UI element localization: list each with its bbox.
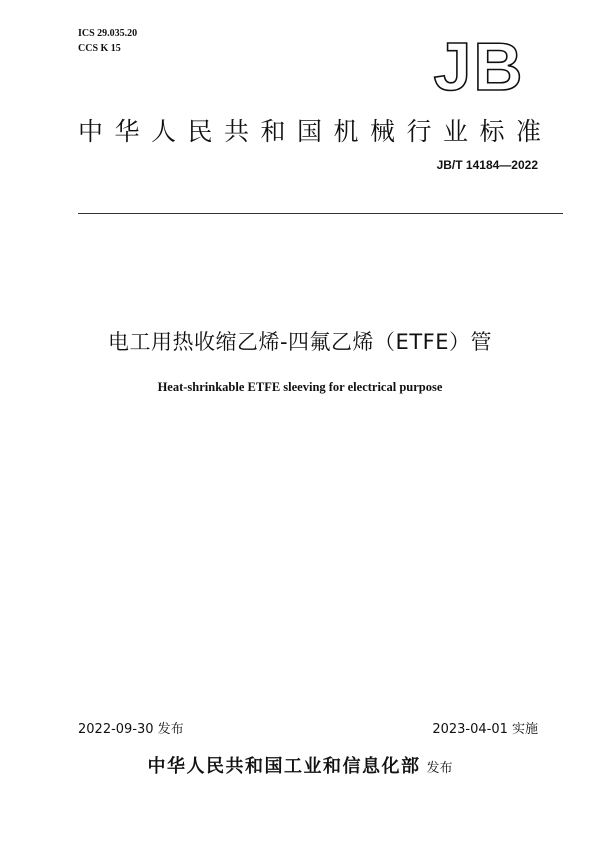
ccs-code: CCS K 15 bbox=[78, 43, 121, 54]
issue-date: 2022-09-30 发布 bbox=[78, 722, 184, 737]
ics-code: ICS 29.035.20 bbox=[78, 28, 138, 39]
jb-logo bbox=[424, 34, 534, 94]
jb-logo-text: JB bbox=[433, 34, 525, 94]
publisher-name: 中华人民共和国工业和信息化部 bbox=[147, 756, 421, 777]
title-english: Heat-shrinkable ETFE sleeving for electrical purpose bbox=[157, 380, 443, 394]
title-chinese: 电工用热收缩乙烯-四氟乙烯（ETFE）管 bbox=[107, 330, 493, 354]
publisher-suffix: 发布 bbox=[426, 761, 453, 776]
implementation-date: 2023-04-01 实施 bbox=[432, 722, 538, 737]
standard-type: 中华人民共和国机械行业标准 bbox=[78, 117, 553, 146]
classification-codes bbox=[78, 26, 137, 56]
standard-number: JB/T 14184—2022 bbox=[436, 158, 538, 172]
publisher bbox=[0, 752, 600, 778]
header-divider bbox=[78, 213, 563, 214]
